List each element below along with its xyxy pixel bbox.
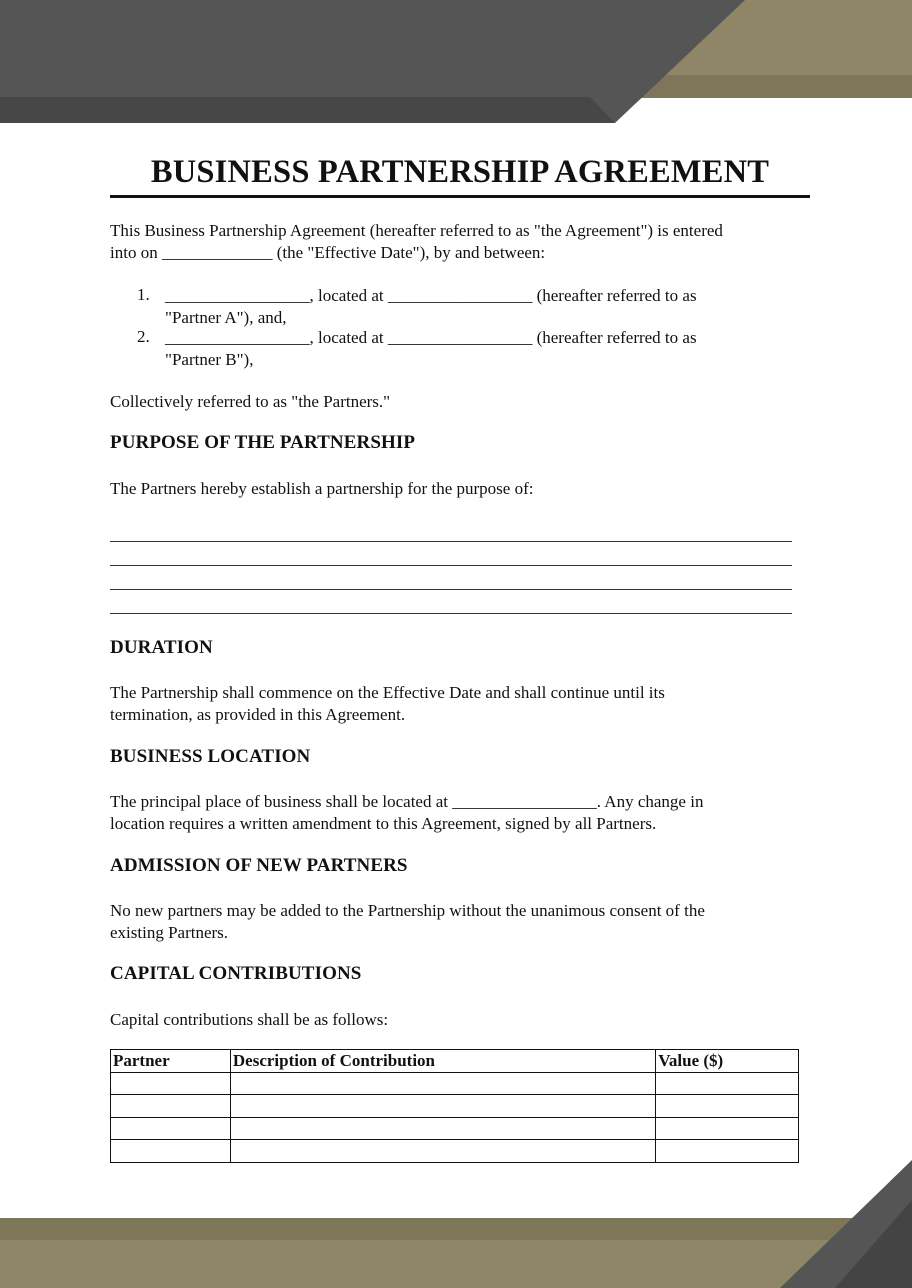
admission-line-1: No new partners may be added to the Partnership without the unanimous consent of the — [110, 901, 705, 920]
party-2-line-1: _________________, located at _________________ (hereafter referred to as — [165, 328, 697, 347]
admission-paragraph — [110, 900, 800, 943]
table-cell[interactable] — [230, 1117, 655, 1140]
purpose-write-line — [110, 613, 792, 614]
top-dark-band — [0, 0, 745, 123]
table-cell[interactable] — [111, 1117, 231, 1140]
party-2-line-2: "Partner B"), — [165, 349, 254, 369]
intro-line-2: into on _____________ (the "Effective Date"), by and between: — [110, 242, 546, 262]
location-line-2: location requires a written amendment to this Agreement, signed by all Partners. — [110, 813, 657, 833]
table-cell[interactable] — [230, 1072, 655, 1095]
table-row — [111, 1140, 799, 1163]
location-paragraph — [110, 791, 800, 834]
duration-paragraph — [110, 682, 800, 725]
header-partner: Partner — [111, 1050, 231, 1073]
party-2 — [165, 327, 805, 370]
purpose-write-line — [110, 589, 792, 590]
capital-text: Capital contributions shall be as follows: — [110, 1010, 389, 1029]
location-line-1: The principal place of business shall be located at _________________. Any change in — [110, 792, 704, 811]
bottom-dark-corner — [780, 1160, 912, 1288]
header-description: Description of Contribution — [230, 1050, 655, 1073]
bottom-olive-band — [0, 1240, 912, 1288]
admission-heading: ADMISSION OF NEW PARTNERS — [110, 855, 408, 876]
party-2-number: 2. — [137, 327, 150, 346]
duration-line-1: The Partnership shall commence on the Effective Date and shall continue until its — [110, 683, 665, 702]
party-1 — [165, 285, 805, 328]
admission-line-2: existing Partners. — [110, 922, 229, 942]
capital-contributions-table — [110, 1049, 799, 1163]
party-1-line-1: _________________, located at _________________ (hereafter referred to as — [165, 286, 697, 305]
purpose-text: The Partners hereby establish a partnership for the purpose of: — [110, 479, 534, 498]
intro-paragraph — [110, 220, 800, 263]
duration-heading: DURATION — [110, 637, 213, 658]
table-cell[interactable] — [111, 1095, 231, 1118]
top-olive-band-lower — [630, 75, 912, 98]
bottom-dark-corner-inner — [835, 1200, 912, 1288]
purpose-heading: PURPOSE OF THE PARTNERSHIP — [110, 432, 416, 453]
bottom-olive-strip — [0, 1218, 912, 1240]
location-heading: BUSINESS LOCATION — [110, 746, 311, 767]
table-row — [111, 1117, 799, 1140]
top-dark-band-strip — [0, 97, 615, 123]
table-cell[interactable] — [111, 1140, 231, 1163]
collective-statement: Collectively referred to as "the Partners." — [110, 392, 391, 411]
table-cell[interactable] — [656, 1072, 799, 1095]
capital-heading: CAPITAL CONTRIBUTIONS — [110, 963, 362, 984]
intro-line-1: This Business Partnership Agreement (hereafter referred to as "the Agreement") is entered — [110, 221, 723, 240]
document-title: BUSINESS PARTNERSHIP AGREEMENT — [150, 154, 770, 190]
duration-line-2: termination, as provided in this Agreement. — [110, 704, 406, 724]
table-cell[interactable] — [230, 1140, 655, 1163]
table-cell[interactable] — [111, 1072, 231, 1095]
top-olive-band — [630, 0, 912, 98]
table-header-row — [111, 1050, 799, 1073]
purpose-write-line — [110, 541, 792, 542]
table-cell[interactable] — [230, 1095, 655, 1118]
table-cell[interactable] — [656, 1140, 799, 1163]
header-value: Value ($) — [656, 1050, 799, 1073]
title-underline — [110, 195, 810, 198]
table-row — [111, 1095, 799, 1118]
table-row — [111, 1072, 799, 1095]
purpose-write-line — [110, 565, 792, 566]
party-1-number: 1. — [137, 285, 150, 304]
party-1-line-2: "Partner A"), and, — [165, 307, 287, 327]
table-cell[interactable] — [656, 1095, 799, 1118]
table-cell[interactable] — [656, 1117, 799, 1140]
